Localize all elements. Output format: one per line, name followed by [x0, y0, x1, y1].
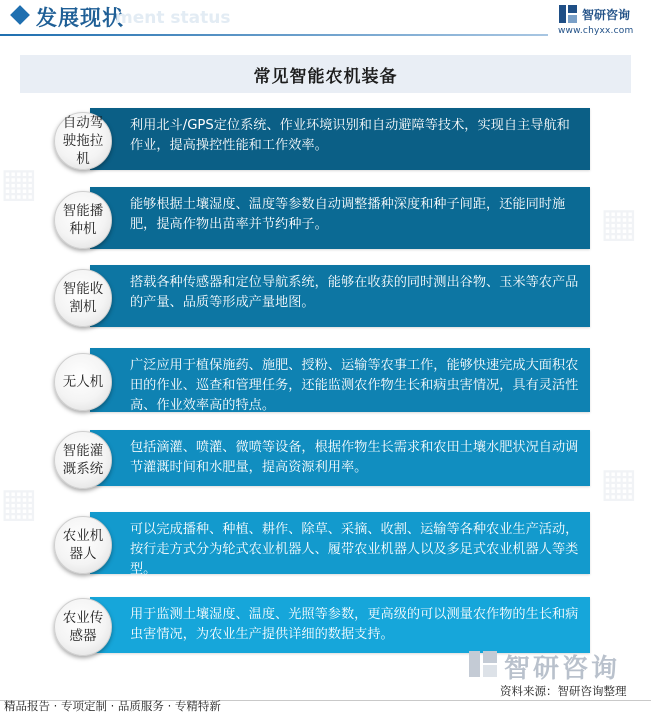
logo-name: 智研咨询 — [582, 8, 631, 22]
band-title: 常见智能农机装备 — [253, 66, 398, 87]
data-source: 资料来源：智研咨询整理 — [500, 684, 627, 698]
equipment-description: 包括滴灌、喷灌、微喷等设备，根据作物生长需求和农田土壤水肥状况自动调节灌溉时间和水肥量，提高资源利用率。 — [90, 430, 590, 486]
header — [0, 0, 651, 40]
equipment-name-badge: 无人机 — [54, 353, 112, 411]
equipment-item — [0, 512, 651, 577]
equipment-name-badge: 智能灌溉系统 — [54, 431, 112, 489]
equipment-name-badge: 农业机器人 — [54, 516, 112, 574]
footer-logo-mark-icon — [468, 650, 498, 678]
equipment-name-badge: 自动驾驶拖拉机 — [54, 112, 112, 170]
equipment-description: 搭载各种传感器和定位导航系统，能够在收获的同时测出谷物、玉米等农产品的产量、品质等形成产量地图。 — [90, 265, 590, 327]
section-title: 发展现状 — [36, 6, 124, 30]
equipment-name-badge: 智能收割机 — [54, 269, 112, 327]
equipment-name-badge: 智能播种机 — [54, 191, 112, 249]
section-subtitle-ghost: ment status — [115, 8, 231, 28]
equipment-description: 广泛应用于植保施药、施肥、授粉、运输等农事工作，能够快速完成大面积农田的作业、巡查和管理任务，还能监测农作物生长和病虫害情况，具有灵活性高、作业效率高的特点。 — [90, 348, 590, 412]
title-band — [20, 55, 631, 93]
equipment-name-badge: 农业传感器 — [54, 598, 112, 656]
company-logo — [558, 4, 648, 38]
equipment-item — [0, 108, 651, 170]
footer-logo-text: 智研咨询 — [504, 654, 621, 684]
equipment-item — [0, 187, 651, 249]
header-underline — [0, 34, 548, 36]
equipment-description: 利用北斗/GPS定位系统、作业环境识别和自动避障等技术，实现自主导航和作业，提高操控性能和工作效率。 — [90, 108, 590, 170]
diamond-icon — [10, 5, 30, 25]
equipment-description: 能够根据土壤湿度、温度等参数自动调整播种深度和种子间距，还能同时施肥，提高作物出苗率并节约种子。 — [90, 187, 590, 249]
equipment-item — [0, 597, 651, 653]
logo-url: www.chyxx.com — [558, 26, 634, 36]
equipment-description: 可以完成播种、种植、耕作、除草、采摘、收割、运输等各种农业生产活动，按行走方式分为轮式农业机器人、履带农业机器人以及多足式农业机器人等类型。 — [90, 512, 590, 574]
logo-mark-icon — [558, 4, 578, 24]
watermark-icon: ▦ — [0, 480, 38, 526]
footer-logo — [468, 650, 638, 684]
watermark-icon: ▦ — [0, 160, 38, 206]
equipment-item — [0, 265, 651, 327]
equipment-item — [0, 430, 651, 486]
footer-tagline: 精品报告 · 专项定制 · 品质服务 · 专精特新 — [4, 699, 221, 713]
equipment-description: 用于监测土壤湿度、温度、光照等参数，更高级的可以测量农作物的生长和病虫害情况，为农业生产提供详细的数据支持。 — [90, 597, 590, 653]
watermark-icon: ▦ — [600, 460, 638, 506]
equipment-item — [0, 348, 651, 412]
watermark-icon: ▦ — [600, 200, 638, 246]
